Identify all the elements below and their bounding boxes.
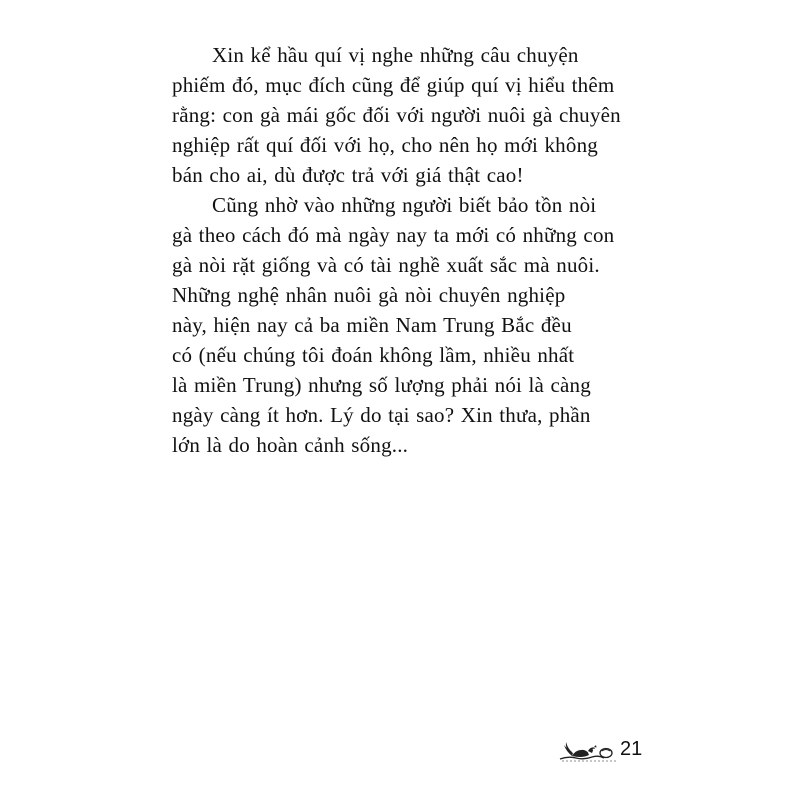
text-line: này, hiện nay cả ba miền Nam Trung Bắc đều <box>172 313 572 337</box>
paragraph-2 <box>172 190 632 460</box>
text-line: nghiệp rất quí đối với họ, cho nên họ mới không <box>172 133 598 157</box>
text-line: Cũng nhờ vào những người biết bảo tồn nòi <box>212 193 597 217</box>
rooster-vignette-icon <box>558 739 620 763</box>
text-line: Xin kể hầu quí vị nghe những câu chuyện <box>212 43 579 67</box>
text-line: ngày càng ít hơn. Lý do tại sao? Xin thưa, phần <box>172 403 591 427</box>
text-line: rằng: con gà mái gốc đối với người nuôi gà chuyên <box>172 103 621 127</box>
text-line: phiếm đó, mục đích cũng để giúp quí vị hiểu thêm <box>172 73 615 97</box>
text-line: gà nòi rặt giống và có tài nghề xuất sắc mà nuôi. <box>172 253 600 277</box>
text-line: có (nếu chúng tôi đoán không lầm, nhiều nhất <box>172 343 575 367</box>
text-line: Những nghệ nhân nuôi gà nòi chuyên nghiệp <box>172 283 566 307</box>
page-number: 21 <box>620 738 643 760</box>
text-line: bán cho ai, dù được trả với giá thật cao! <box>172 163 524 187</box>
page-footer <box>558 735 643 765</box>
paragraph-1 <box>172 40 632 190</box>
text-line: gà theo cách đó mà ngày nay ta mới có những con <box>172 223 615 247</box>
text-line: là miền Trung) nhưng số lượng phải nói là càng <box>172 373 591 397</box>
body-text <box>172 40 632 460</box>
text-line: lớn là do hoàn cảnh sống... <box>172 433 409 457</box>
